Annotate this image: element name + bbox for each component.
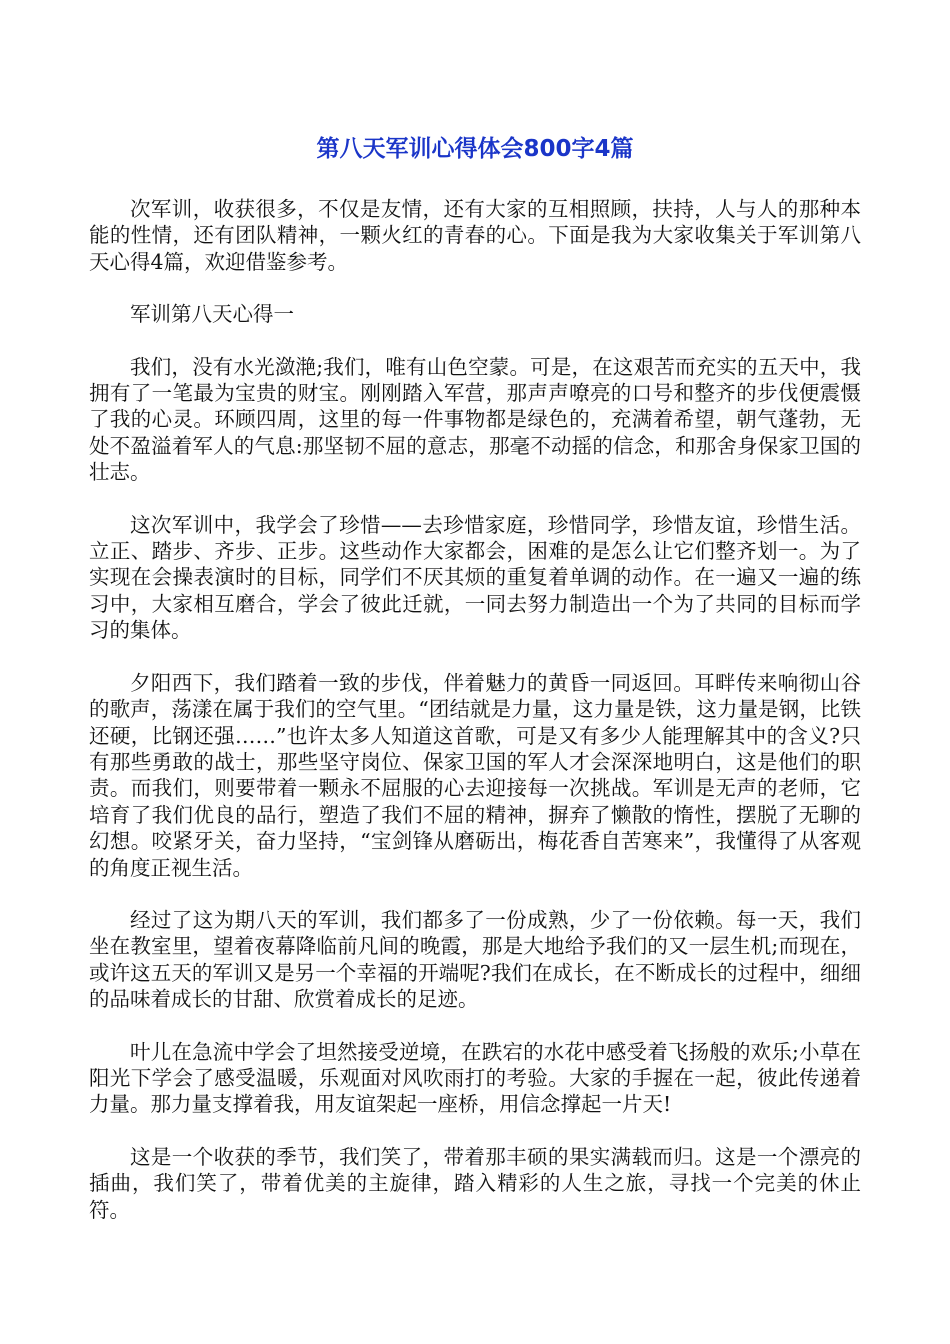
section-heading: 军训第八天心得一 (130, 302, 294, 327)
intro-paragraph: 次军训，收获很多，不仅是友情，还有大家的互相照顾，扶持，人与人的那种本能的性情，还有团队精神，一颗火红的青春的心。下面是我为大家收集关于军训第八天心得4篇，欢迎借鉴参考。 (89, 197, 861, 274)
body-paragraph: 这是一个收获的季节，我们笑了，带着那丰硕的果实满载而归。这是一个漂亮的插曲，我们笑了，带着优美的主旋律，踏入精彩的人生之旅，寻找一个完美的休止符。 (89, 1144, 861, 1222)
document-title: 第八天军训心得体会800字4篇 (316, 136, 634, 162)
document-body (89, 196, 861, 1249)
body-paragraph: 我们，没有水光潋滟;我们，唯有山色空蒙。可是，在这艰苦而充实的五天中，我拥有了一笔最为宝贵的财宝。刚刚踏入军营，那声声嘹亮的口号和整齐的步伐便震慑了我的心灵。环顾四周，这里的每一件事物都是绿色的，充满着希望，朝气蓬勃，无处不盈溢着军人的气息:那坚韧不屈的意志，那毫不动摇的信念，和那舍身保家卫国的壮志。 (89, 354, 861, 485)
body-paragraph: 这次军训中，我学会了珍惜——去珍惜家庭，珍惜同学，珍惜友谊，珍惜生活。立正、踏步、齐步、正步。这些动作大家都会，困难的是怎么让它们整齐划一。为了实现在会操表演时的目标，同学们不厌其烦的重复着单调的动作。在一遍又一遍的练习中，大家相互磨合，学会了彼此迁就，一同去努力制造出一个为了共同的目标而学习的集体。 (89, 512, 861, 643)
body-paragraph: 叶儿在急流中学会了坦然接受逆境，在跌宕的水花中感受着飞扬般的欢乐;小草在阳光下学会了感受温暖，乐观面对风吹雨打的考验。大家的手握在一起，彼此传递着力量。那力量支撑着我，用友谊架起一座桥，用信念撑起一片天! (89, 1039, 861, 1117)
body-paragraph: 经过了这为期八天的军训，我们都多了一份成熟，少了一份依赖。每一天，我们坐在教室里，望着夜幕降临前凡间的晚霞，那是大地给予我们的又一层生机;而现在，或许这五天的军训又是另一个幸福的开端呢?我们在成长，在不断成长的过程中，细细的品味着成长的甘甜、欣赏着成长的足迹。 (89, 907, 861, 1012)
body-paragraph: 夕阳西下，我们踏着一致的步伐，伴着魅力的黄昏一同返回。耳畔传来响彻山谷的歌声，荡漾在属于我们的空气里。“团结就是力量，这力量是铁，这力量是钢，比铁还硬，比钢还强……”也许太多人知道这首歌，可是又有多少人能理解其中的含义?只有那些勇敢的战士，那些坚守岗位、保家卫国的军人才会深深地明白，这是他们的职责。而我们，则要带着一颗永不屈服的心去迎接每一次挑战。军训是无声的老师，它培育了我们优良的品行，塑造了我们不屈的精神，摒弃了懒散的惰性，摆脱了无聊的幻想。咬紧牙关，奋力坚持，“宝剑锋从磨砺出，梅花香自苦寒来”，我懂得了从客观的角度正视生活。 (89, 670, 861, 880)
